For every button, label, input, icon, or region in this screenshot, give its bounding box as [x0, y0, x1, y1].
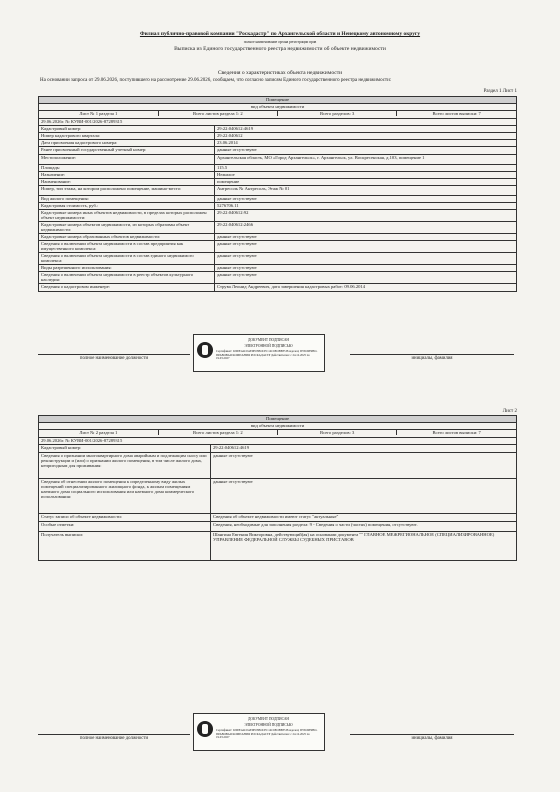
table-row [39, 284, 517, 292]
date-number: 29.06.2026г. № КУВИ-001/2026-87289315 [39, 438, 517, 445]
field-value: Архангельская область, МО «Город Архангельск», г. Архангельск, ул. Воскресенская, д.103, помещение 1 [215, 155, 517, 165]
section2-rows [39, 445, 517, 561]
field-label: Виды разрешенного использования: [39, 265, 215, 272]
stamp-line2: ЭЛЕКТРОННОЙ ПОДПИСЬЮ [244, 723, 293, 727]
table-row [39, 140, 517, 147]
table-row [39, 514, 517, 522]
table-row [39, 532, 517, 561]
section1-rows [39, 126, 517, 292]
field-value: данные отсутствуют [215, 265, 517, 272]
table-row [39, 453, 517, 479]
e-signature-stamp [193, 713, 325, 751]
field-label: Местоположение: [39, 155, 215, 165]
field-value: Шангина Евгения Викторовна, действующий(ая) на основании документа "" ГЛАВНОЕ МЕЖРЕГИОНАЛЬНОЕ (СПЕЦИАЛИЗИРОВАННОЕ) УПРАВЛЕНИЕ ФЕДЕРАЛЬНОЙ СЛУЖБЫ СУДЕБНЫХ ПРИСТАВОВ [211, 532, 517, 561]
e-signature-stamp [193, 334, 325, 372]
field-label: Наименование: [39, 179, 215, 186]
table-row [39, 522, 517, 532]
field-value: 29:22:040612:92 [215, 210, 517, 222]
name-label: инициалы, фамилия [350, 734, 514, 741]
field-label: Сведения о включении объекта недвижимости в состав единого недвижимого комплекса: [39, 253, 215, 265]
field-label: Сведения об отнесении жилого помещения к определенному виду жилых помещений специализированного жилищного фонда, к жилым помещениям наемного дома социального использования или наемного дома коммерческого использования: [39, 479, 211, 514]
sheet-cell: Всего разделов: 3 [278, 111, 397, 116]
object-kind: Помещение [39, 416, 517, 423]
filial-title: Филиал публично-правовой компании "Роскадастр" по Архангельской области и Ненецкому автономному округу [139, 31, 421, 37]
sheet-cell: Лист № 1 раздела 1 [39, 111, 158, 116]
stamp-details: Сертификат: 0290ЕА4С0АЕ9Е05ВОСЕС14С6ЕОВЕ85 Владелец: ПУБЛИЧНО-ПРАВОВАЯ КОМПАНИЯ РОСКАДАСТР Действителен: с 24.12.2025 по 19.03.2027 [216, 349, 318, 361]
table-row [39, 203, 517, 210]
section2-table [38, 415, 517, 561]
table-row [39, 186, 517, 196]
field-label: Номер, тип этажа, на котором расположено помещение, машино-место: [39, 186, 215, 196]
table-row [39, 210, 517, 222]
field-label: Площадь: [39, 165, 215, 172]
filial-subtitle: полное наименование органа регистрации прав [243, 40, 317, 44]
basis-text: На основании запроса от 29.06.2026, поступившего на рассмотрение 29.06.2026, сообщаем, что согласно записям Единого государственного реестра недвижимости: [40, 78, 392, 83]
field-value: Сведения, необходимые для заполнения раздела: 9 - Сведения о части (частях) помещения, отсутствуют. [211, 522, 517, 532]
field-label: Номер кадастрового квартала: [39, 133, 215, 140]
table-row [39, 165, 517, 172]
field-label: Кадастровые номера иных объектов недвижимости, в пределах которых расположен объект недвижимости: [39, 210, 215, 222]
stamp-line2: ЭЛЕКТРОННОЙ ПОДПИСЬЮ [244, 344, 293, 348]
sheet-cell: Всего листов раздела 1: 2 [158, 430, 277, 435]
sheet-cell: Всего разделов: 3 [278, 430, 397, 435]
field-value: помещение [215, 179, 517, 186]
field-value: 5276706.11 [215, 203, 517, 210]
section-label: Раздел 1 Лист 1 [483, 89, 517, 94]
table-row [39, 445, 517, 453]
section1-table [38, 96, 517, 292]
field-label: Получатель выписки: [39, 532, 211, 561]
sheet-cell: Всего листов раздела 1: 2 [158, 111, 277, 116]
field-value: 29:22:040612:4619 [215, 126, 517, 133]
field-value: Антресоль № Антресоль, Этаж № 01 [215, 186, 517, 196]
info-title: Сведения о характеристиках объекта недвижимости [217, 70, 343, 76]
field-value: Сведения об объекте недвижимости имеют статус "актуальные" [211, 514, 517, 522]
extract-title: Выписка из Единого государственного реестра недвижимости об объекте недвижимости [174, 46, 386, 52]
object-kind: Помещение [39, 97, 517, 104]
field-label: Сведения о включении объекта недвижимости в реестр объектов культурного наследия: [39, 272, 215, 284]
emblem-icon [197, 721, 213, 737]
table-row [39, 222, 517, 234]
field-label: Кадастровые номера объектов недвижимости, из которых образован объект недвижимости: [39, 222, 215, 234]
field-value: данные отсутствуют [215, 253, 517, 265]
position-label: полное наименование должности [38, 354, 190, 361]
table-row [39, 155, 517, 165]
table-row [39, 179, 517, 186]
field-value: 29:22:040612:4619 [211, 445, 517, 453]
table-row [39, 265, 517, 272]
field-value: данные отсутствуют [215, 272, 517, 284]
field-value: данные отсутствуют [215, 196, 517, 203]
sheet-cell: Лист № 2 раздела 1 [39, 430, 158, 435]
object-kind-sub: вид объекта недвижимости [39, 423, 517, 430]
field-label: Сведения о включении объекта недвижимости в состав предприятия как имущественного комплекса: [39, 241, 215, 253]
field-label: Дата присвоения кадастрового номера: [39, 140, 215, 147]
field-value: данные отсутствуют [215, 234, 517, 241]
field-value: 29:22:040612:2466 [215, 222, 517, 234]
table-row [39, 133, 517, 140]
field-label: Назначение: [39, 172, 215, 179]
field-label: Кадастровые номера образованных объектов недвижимости: [39, 234, 215, 241]
field-label: Вид жилого помещения: [39, 196, 215, 203]
table-row [39, 241, 517, 253]
object-kind-sub: вид объекта недвижимости [39, 104, 517, 111]
table-row [39, 147, 517, 155]
field-value: данные отсутствуют [211, 479, 517, 514]
field-label: Кадастровый номер: [39, 445, 211, 453]
table-row [39, 272, 517, 284]
date-number: 29.06.2026г. № КУВИ-001/2026-87289315 [39, 119, 517, 126]
table-row [39, 126, 517, 133]
sheet-cell: Всего листов выписки: 7 [432, 430, 481, 435]
field-value: 23.06.2014 [215, 140, 517, 147]
field-value: 115.5 [215, 165, 517, 172]
field-label: Сведения о признании многоквартирного дома аварийным и подлежащим сносу или реконструкции и (или) о признании жилого помещения, в том числе жилого дома, непригодным для проживания: [39, 453, 211, 479]
table-row [39, 172, 517, 179]
field-label: Статус записи об объекте недвижимости: [39, 514, 211, 522]
table-row [39, 253, 517, 265]
field-value: данные отсутствуют [211, 453, 517, 479]
field-value: данные отсутствуют [215, 147, 517, 155]
field-label: Сведения о кадастровом инженере: [39, 284, 215, 292]
field-value: Нежилое [215, 172, 517, 179]
field-label: Особые отметки: [39, 522, 211, 532]
field-value: Струва Леонид Андреевич, дата завершения кадастровых работ: 09.06.2014 [215, 284, 517, 292]
table-row [39, 234, 517, 241]
stamp-line1: ДОКУМЕНТ ПОДПИСАН [247, 338, 290, 342]
stamp-details: Сертификат: 0290ЕА4С0АЕ9Е05ВОСЕС14С6ЕОВЕ85 Владелец: ПУБЛИЧНО-ПРАВОВАЯ КОМПАНИЯ РОСКАДАСТР Действителен: с 24.12.2025 по 19.03.2027 [216, 728, 318, 740]
sheet2-label: Лист 2 [502, 409, 517, 414]
table-row [39, 479, 517, 514]
field-label: Ранее присвоенный государственный учетный номер: [39, 147, 215, 155]
field-label: Кадастровая стоимость, руб.: [39, 203, 215, 210]
field-label: Кадастровый номер: [39, 126, 215, 133]
emblem-icon [197, 342, 213, 358]
sheet-cell: Всего листов выписки: 7 [432, 111, 481, 116]
position-label: полное наименование должности [38, 734, 190, 741]
field-value: данные отсутствуют [215, 241, 517, 253]
name-label: инициалы, фамилия [350, 354, 514, 361]
field-value: 29:22:040612 [215, 133, 517, 140]
table-row [39, 196, 517, 203]
stamp-line1: ДОКУМЕНТ ПОДПИСАН [247, 717, 290, 721]
